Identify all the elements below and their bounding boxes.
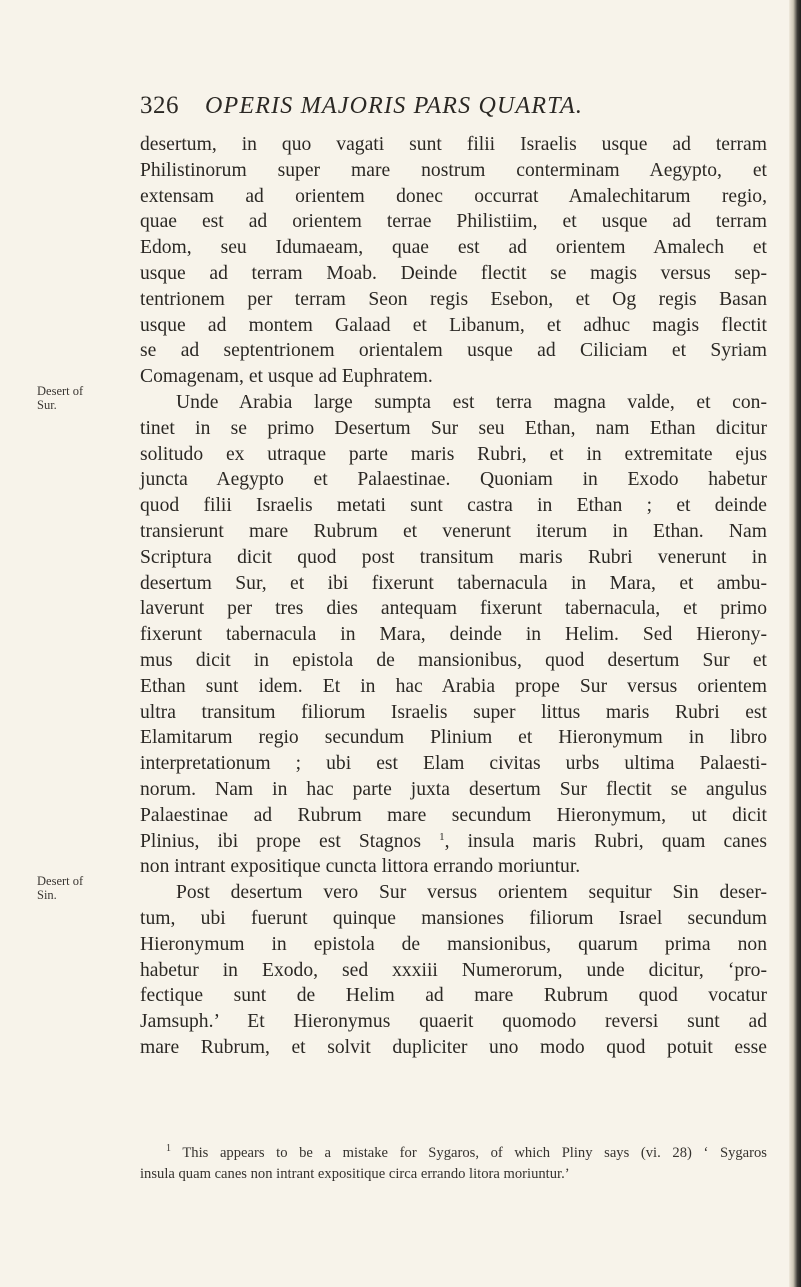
text-line: ultra transitum filiorum Israelis super littus maris Rubri est [140,701,767,723]
page-edge [789,0,801,1287]
text-line: Scriptura dicit quod post transitum maris Rubri venerunt in [140,546,767,568]
text-line: mus dicit in epistola de mansionibus, quod desertum Sur et [140,649,767,671]
text-line: Elamitarum regio secundum Plinium et Hieronymum in libro [140,727,767,749]
text-line: laverunt per tres dies antequam fixerunt tabernacula, et primo [140,598,767,620]
margin-note-line: Desert of [37,874,84,888]
text-line: transierunt mare Rubrum et venerunt iterum in Ethan. Nam [140,520,767,542]
footnote [140,1143,767,1185]
text-line: interpretationum ; ubi est Elam civitas urbs ultima Palaesti- [140,753,767,775]
text-line: Edom, seu Idumaeam, quae est ad orientem Amalech et [140,237,767,259]
text-line: non intrant expositique cuncta littora errando moriuntur. [140,856,581,878]
text-line: Jamsuph.’ Et Hieronymus quaerit quomodo reversi sunt ad [140,1011,767,1033]
footnote-line: insula quam canes non intrant expositique circa errando litora moriuntur.’ [140,1166,570,1182]
running-header [140,92,660,122]
text-line: quod filii Israelis metati sunt castra in Ethan ; et deinde [140,495,767,517]
text-line: juncta Aegypto et Palaestinae. Quoniam in Exodo habetur [140,469,767,491]
footnote-reference[interactable]: 1 [439,830,445,843]
text-segment: , insula maris Rubri, quam canes [444,830,767,852]
text-line: Palaestinae ad Rubrum mare secundum Hieronymum, ut dicit [140,804,767,826]
page-number: 326 [140,92,179,119]
text-line: desertum Sur, et ibi fixerunt tabernacula in Mara, et ambu- [140,572,767,594]
text-line: usque ad montem Galaad et Libanum, et adhuc magis flectit [140,314,767,336]
text-line: Ethan sunt idem. Et in hac Arabia prope Sur versus orientem [140,675,767,697]
text-line: tentrionem per terram Seon regis Esebon, et Og regis Basan [140,288,767,310]
text-line: mare Rubrum, et solvit dupliciter uno modo quod potuit esse [140,1036,767,1058]
running-head-title: OPERIS MAJORIS PARS QUARTA. [205,93,584,119]
text-line: quae est ad orientem terrae Philistiim, et usque ad terram [140,211,767,233]
margin-note-sur [37,384,127,412]
margin-note-line: Sin. [37,888,57,902]
text-line: fixerunt tabernacula in Mara, deinde in Helim. Sed Hierony- [140,624,767,646]
margin-note-line: Sur. [37,398,57,412]
text-line: Unde Arabia large sumpta est terra magna valde, et con- [176,391,767,413]
margin-note-line: Desert of [37,384,84,398]
footnote-marker: 1 [166,1143,171,1154]
text-line: fectique sunt de Helim ad mare Rubrum quod vocatur [140,985,767,1007]
text-line: usque ad terram Moab. Deinde flectit se magis versus sep- [140,262,767,284]
text-line: extensam ad orientem donec occurrat Amalechitarum regio, [140,185,767,207]
footnote-line [140,1143,767,1164]
footnote-text: This appears to be a mistake for Sygaros, of which Pliny says (vi. 28) ‘ Sygaros [182,1145,767,1161]
text-line: Hieronymum in epistola de mansionibus, quarum prima non [140,933,767,955]
text-line: norum. Nam in hac parte juxta desertum Sur flectit se angulus [140,778,767,800]
text-line: solitudo ex utraque parte maris Rubri, et in extremitate ejus [140,443,767,465]
text-line: habetur in Exodo, sed xxxiii Numerorum, unde dicitur, ‘pro- [140,959,767,981]
margin-note-sin [37,874,127,902]
text-line: se ad septentrionem orientalem usque ad Ciliciam et Syriam [140,340,767,362]
text-line-with-footnote [140,829,767,855]
text-segment: Plinius, ibi prope est Stagnos [140,830,421,852]
text-line: desertum, in quo vagati sunt filii Israelis usque ad terram [140,134,767,155]
text-line: tinet in se primo Desertum Sur seu Ethan, nam Ethan dicitur [140,417,767,439]
text-line: Post desertum vero Sur versus orientem sequitur Sin deser- [176,882,767,904]
text-line: Philistinorum super mare nostrum conterminam Aegypto, et [140,159,767,181]
text-line: Comagenam, et usque ad Euphratem. [140,366,433,388]
text-line: tum, ubi fuerunt quinque mansiones filiorum Israel secundum [140,907,767,929]
body-text [140,132,767,1061]
